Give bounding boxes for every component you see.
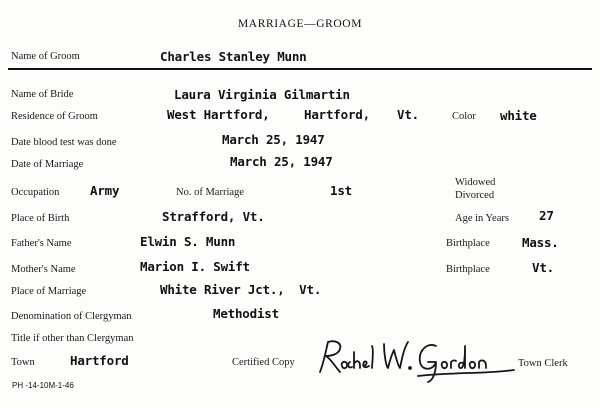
residence-county: Hartford, (304, 107, 370, 122)
widowed-label: Widowed (455, 177, 496, 188)
header-divider (8, 68, 592, 70)
clergy-denomination: Methodist (213, 306, 279, 321)
town-value: Hartford (70, 353, 129, 368)
clerk-signature (314, 336, 524, 384)
clergy-label: Denomination of Clergyman (11, 311, 132, 322)
form-title: MARRIAGE—GROOM (237, 18, 363, 30)
mother-name: Marion I. Swift (140, 259, 250, 274)
divorced-label: Divorced (455, 190, 495, 201)
mother-birthplace: Vt. (532, 260, 554, 275)
birth-place: Strafford, Vt. (162, 209, 265, 224)
blood-test-label: Date blood test was done (11, 137, 117, 148)
residence-town: West Hartford, (167, 107, 270, 122)
marriage-date-label: Date of Marriage (11, 159, 84, 170)
town-label: Town (11, 357, 35, 368)
father-name-label: Father's Name (11, 238, 72, 249)
bride-name: Laura Virginia Gilmartin (174, 87, 350, 102)
residence-state: Vt. (397, 107, 419, 122)
marriage-number-label: No. of Marriage (176, 187, 244, 198)
father-birthplace-label: Birthplace (446, 238, 490, 249)
color-label: Color (452, 111, 476, 122)
occupation-label: Occupation (11, 187, 60, 198)
marriage-date: March 25, 1947 (230, 154, 333, 169)
father-name: Elwin S. Munn (140, 234, 236, 249)
marriage-number: 1st (330, 183, 352, 198)
marriage-place: White River Jct., Vt. (160, 282, 322, 297)
occupation-value: Army (90, 183, 120, 198)
bride-name-label: Name of Bride (11, 89, 74, 100)
birth-place-label: Place of Birth (11, 213, 70, 224)
town-clerk-label: Town Clerk (518, 358, 568, 369)
groom-name: Charles Stanley Munn (160, 49, 307, 64)
form-number: PH -14-10M-1-46 (12, 381, 74, 390)
father-birthplace: Mass. (522, 235, 559, 250)
age-value: 27 (539, 208, 554, 223)
certified-copy-label: Certified Copy (232, 357, 295, 368)
blood-test-date: March 25, 1947 (222, 132, 325, 147)
age-label: Age in Years (455, 213, 509, 224)
mother-name-label: Mother's Name (11, 264, 76, 275)
residence-label: Residence of Groom (11, 111, 98, 122)
groom-name-label: Name of Groom (11, 51, 80, 62)
mother-birthplace-label: Birthplace (446, 264, 490, 275)
marriage-place-label: Place of Marriage (11, 286, 87, 297)
title-other-label: Title if other than Clergyman (11, 333, 134, 344)
color-value: white (500, 108, 537, 123)
